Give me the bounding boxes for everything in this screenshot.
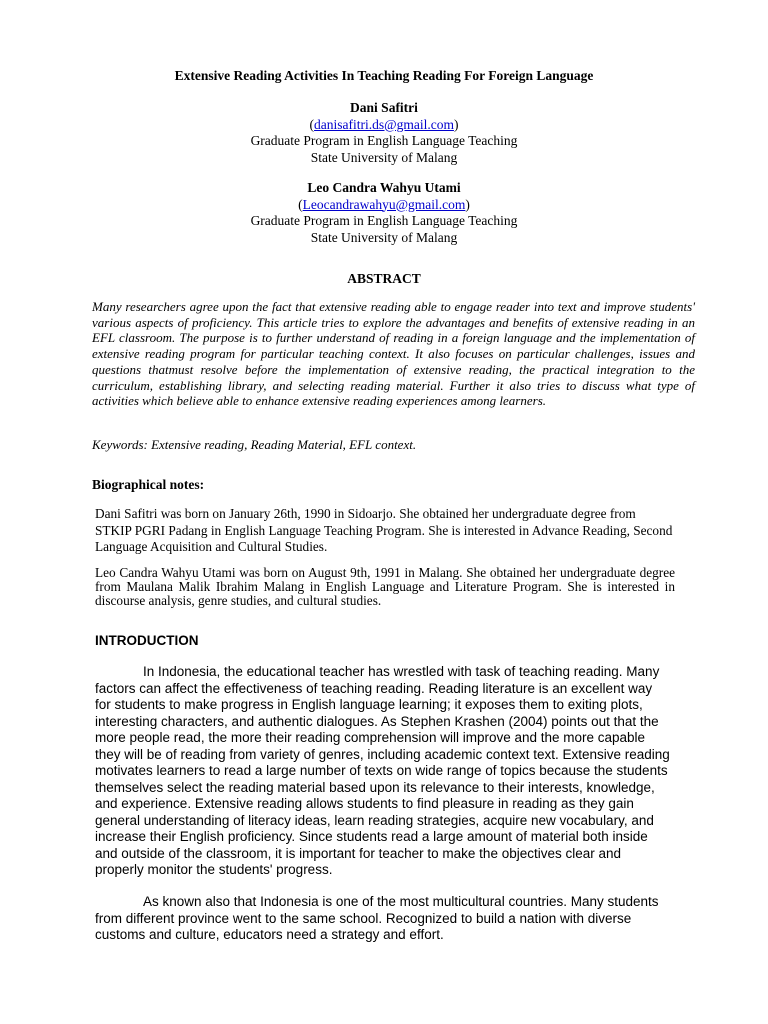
intro-paragraph-1: In Indonesia, the educational teacher has wrestled with task of teaching reading. Many factors can affect the effectiveness of teaching reading. Reading literature is an excellent way for students to make progress in English language learning; it exposes them to exiting plots, interesting characters, and authentic dialogues. As Stephen Krashen (2004) points out that the more people read, the more their reading comprehension will improve and the more capable they will be of reading from variety of genres, including academic context text. Extensive reading motivates learners to read a large number of texts on wide range of topics because the students themselves select the reading material based upon its relevance to their interests, knowledge, and experience. Extensive reading allows students to find pleasure in reading as they gain general understanding of literacy ideas, learn reading strategies, acquire new vocabulary, and increase their English proficiency. Since students read a large amount of material both inside and outside of the classroom, it is important for teacher to make the objectives clear and properly monitor the students' progress. (95, 664, 670, 877)
bio-paragraph-1: Dani Safitri was born on January 26th, 1990 in Sidoarjo. She obtained her undergraduate degree from STKIP PGRI Padang in English Language Teaching Program. She is interested in Advance Reading, Second Language Acquisition and Cultural Studies. (95, 506, 673, 554)
author-email-line: (Leocandrawahyu@gmail.com) (298, 196, 470, 212)
author-email-link[interactable]: Leocandrawahyu@gmail.com (302, 196, 466, 212)
keywords: Keywords: Extensive reading, Reading Material, EFL context. (92, 437, 417, 452)
author-name: Leo Candra Wahyu Utami (307, 180, 461, 195)
author-program: Graduate Program in English Language Teaching (250, 213, 518, 228)
intro-paragraph-2: As known also that Indonesia is one of the most multicultural countries. Many students from different province went to the same school. Recognized to build a nation with diverse customs and culture, educators need a strategy and effort. (95, 894, 659, 942)
section-heading-introduction: INTRODUCTION (95, 633, 199, 648)
author-name: Dani Safitri (350, 100, 418, 115)
abstract-text: Many researchers agree upon the fact that extensive reading able to engage reader into text and improve students' various aspects of proficiency. This article tries to explore the advantages and benefits of extensive reading in an EFL classroom. The purpose is to further understand of reading in a foreign language and the implementation of extensive reading program for particular teaching context. It also focuses on particular challenges, issues and questions thatmust resolve before the implementation of extensive reading, the practical integration to the curriculum, establishing library, and selecting reading material. Further it also tries to discuss what type of activities which believe able to enhance extensive reading experiences among learners. (92, 299, 695, 409)
author-block-2 (0, 180, 768, 246)
abstract-heading: ABSTRACT (347, 271, 421, 286)
author-university: State University of Malang (310, 149, 458, 165)
author-email-link[interactable]: danisafitri.ds@gmail.com (314, 116, 454, 132)
author-program: Graduate Program in English Language Teaching (250, 133, 518, 148)
paper-title: Extensive Reading Activities In Teaching Reading For Foreign Language (174, 68, 594, 83)
bio-paragraph-2: Leo Candra Wahyu Utami was born on August 9th, 1991 in Malang. She obtained her undergraduate degree from Maulana Malik Ibrahim Malang in English Language and Literature Program. She is interested in discourse analysis, genre studies, and cultural studies. (95, 565, 675, 608)
bio-heading: Biographical notes: (92, 477, 205, 492)
author-university: State University of Malang (310, 229, 458, 245)
author-email-line: (danisafitri.ds@gmail.com) (309, 116, 459, 132)
author-block-1 (0, 100, 768, 166)
